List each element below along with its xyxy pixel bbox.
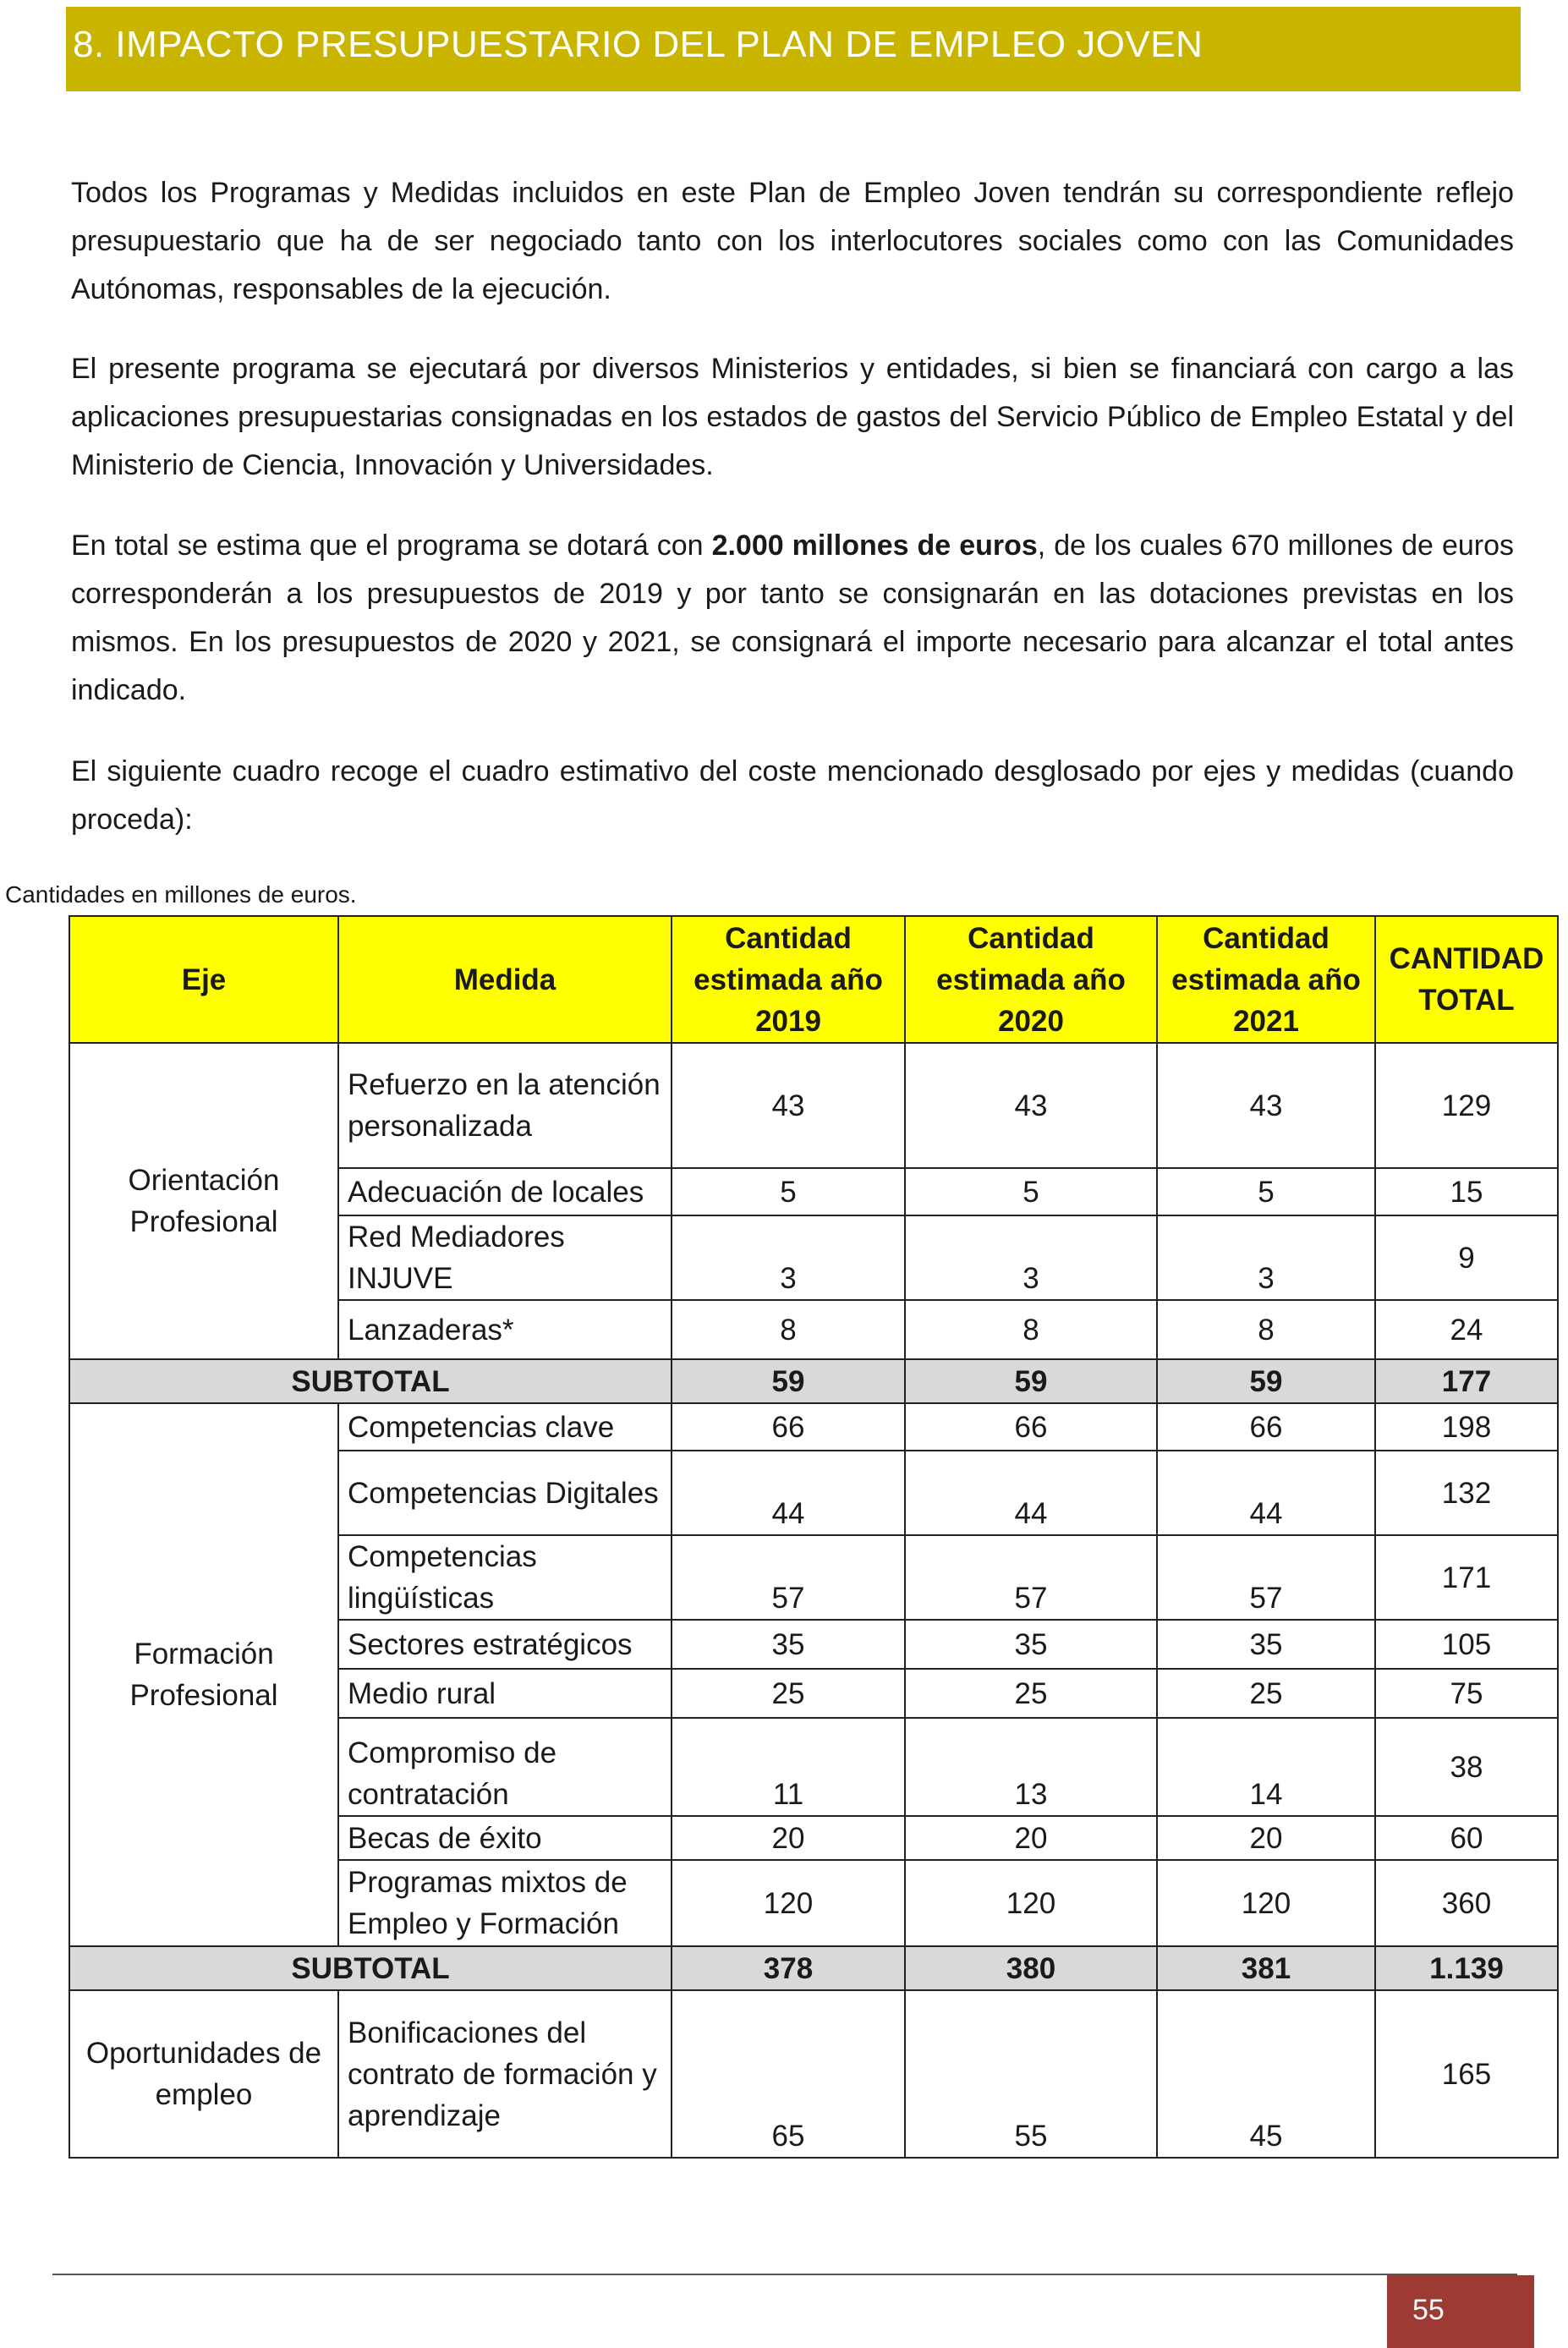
eje-cell: Orientación Profesional [69, 1043, 338, 1359]
value-2019: 3 [672, 1215, 905, 1300]
eje-cell: Formación Profesional [69, 1403, 338, 1946]
paragraph-3-end: , de los cuales 670 millones de euros corresponderán a los presupuestos de 2019 y por tanto se consignarán en las dotaciones previstas en los mismos. En los presupuestos de 2020 y 2021, se consignará el importe necesario para alcanzar el total antes indicado. [71, 529, 1514, 706]
medida-cell: Programas mixtos de Empleo y Formación [338, 1860, 672, 1946]
footer-divider [52, 2274, 1517, 2275]
medida-cell: Adecuación de locales [338, 1168, 672, 1215]
header-2020: Cantidad estimada año 2020 [905, 916, 1157, 1043]
value-total: 15 [1375, 1168, 1558, 1215]
value-2021: 44 [1157, 1451, 1375, 1535]
value-2019: 35 [672, 1620, 905, 1669]
paragraph-4: El siguiente cuadro recoge el cuadro estimativo del coste mencionado desglosado por ejes y medidas (cuando proceda): [71, 755, 1514, 836]
paragraph-2: El presente programa se ejecutará por diversos Ministerios y entidades, si bien se financiará con cargo a las aplicaciones presupuestarias consignadas en los estados de gastos del Servicio Público de Empleo Estatal y del Ministerio de Ciencia, Innovación y Universidades. [71, 353, 1514, 481]
value-2020: 25 [905, 1669, 1157, 1718]
value-total: 129 [1375, 1043, 1558, 1168]
value-total: 24 [1375, 1300, 1558, 1359]
subtotal-label: SUBTOTAL [69, 1946, 672, 1990]
value-2020: 35 [905, 1620, 1157, 1669]
value-2019: 120 [672, 1860, 905, 1946]
section-header-bar [66, 7, 1521, 91]
value-2021: 8 [1157, 1300, 1375, 1359]
medida-cell: Lanzaderas* [338, 1300, 672, 1359]
medida-cell: Competencias Digitales [338, 1451, 672, 1535]
table-header-row [69, 916, 1558, 1043]
page-number: 55 [1412, 2294, 1445, 2326]
table-caption: Cantidades en millones de euros. [5, 881, 357, 908]
value-2021: 5 [1157, 1168, 1375, 1215]
value-total: 360 [1375, 1860, 1558, 1946]
table-row [69, 1990, 1558, 2158]
subtotal-2021: 59 [1157, 1359, 1375, 1403]
subtotal-2019: 59 [672, 1359, 905, 1403]
table-row [69, 1043, 1558, 1168]
value-2021: 35 [1157, 1620, 1375, 1669]
value-total: 165 [1375, 1990, 1558, 2158]
subtotal-2019: 378 [672, 1946, 905, 1990]
value-2020: 120 [905, 1860, 1157, 1946]
header-total: CANTIDAD TOTAL [1375, 916, 1558, 1043]
value-total: 132 [1375, 1451, 1558, 1535]
value-2020: 8 [905, 1300, 1157, 1359]
header-2019: Cantidad estimada año 2019 [672, 916, 905, 1043]
subtotal-row [69, 1946, 1558, 1990]
value-total: 9 [1375, 1215, 1558, 1300]
medida-cell: Bonificaciones del contrato de formación y aprendizaje [338, 1990, 672, 2158]
budget-table [69, 915, 1559, 2159]
value-total: 75 [1375, 1669, 1558, 1718]
value-2020: 43 [905, 1043, 1157, 1168]
header-2021: Cantidad estimada año 2021 [1157, 916, 1375, 1043]
value-2019: 65 [672, 1990, 905, 2158]
value-2021: 43 [1157, 1043, 1375, 1168]
medida-cell: Sectores estratégicos [338, 1620, 672, 1669]
value-total: 60 [1375, 1816, 1558, 1860]
value-2019: 44 [672, 1451, 905, 1535]
value-total: 198 [1375, 1403, 1558, 1451]
paragraph-3 [71, 522, 1514, 715]
value-total: 171 [1375, 1535, 1558, 1620]
paragraph-3-bold-amount: 2.000 millones de euros [711, 529, 1038, 562]
value-2020: 3 [905, 1215, 1157, 1300]
page-number-box [1387, 2275, 1534, 2348]
medida-cell: Competencias lingüísticas [338, 1535, 672, 1620]
value-2019: 57 [672, 1535, 905, 1620]
value-2020: 5 [905, 1168, 1157, 1215]
medida-cell: Red Mediadores INJUVE [338, 1215, 672, 1300]
value-2019: 5 [672, 1168, 905, 1215]
subtotal-label: SUBTOTAL [69, 1359, 672, 1403]
medida-cell: Compromiso de contratación [338, 1718, 672, 1816]
subtotal-total: 177 [1375, 1359, 1558, 1403]
value-2019: 8 [672, 1300, 905, 1359]
header-eje: Eje [69, 916, 338, 1043]
header-medida: Medida [338, 916, 672, 1043]
value-total: 38 [1375, 1718, 1558, 1816]
value-2021: 45 [1157, 1990, 1375, 2158]
paragraph-3-start: En total se estima que el programa se dotará con [71, 529, 712, 562]
value-2019: 11 [672, 1718, 905, 1816]
subtotal-total: 1.139 [1375, 1946, 1558, 1990]
medida-cell: Refuerzo en la atención personalizada [338, 1043, 672, 1168]
value-2020: 13 [905, 1718, 1157, 1816]
medida-cell: Medio rural [338, 1669, 672, 1718]
subtotal-2021: 381 [1157, 1946, 1375, 1990]
value-2020: 44 [905, 1451, 1157, 1535]
medida-cell: Competencias clave [338, 1403, 672, 1451]
table-row [69, 1403, 1558, 1451]
value-2021: 14 [1157, 1718, 1375, 1816]
subtotal-2020: 380 [905, 1946, 1157, 1990]
subtotal-row [69, 1359, 1558, 1403]
section-title: 8. IMPACTO PRESUPUESTARIO DEL PLAN DE EMPLEO JOVEN [73, 24, 1203, 65]
value-2020: 55 [905, 1990, 1157, 2158]
subtotal-2020: 59 [905, 1359, 1157, 1403]
value-2021: 25 [1157, 1669, 1375, 1718]
value-total: 105 [1375, 1620, 1558, 1669]
value-2019: 66 [672, 1403, 905, 1451]
value-2019: 43 [672, 1043, 905, 1168]
value-2021: 20 [1157, 1816, 1375, 1860]
value-2020: 66 [905, 1403, 1157, 1451]
paragraph-1: Todos los Programas y Medidas incluidos en este Plan de Empleo Joven tendrán su correspondiente reflejo presupuestario que ha de ser negociado tanto con los interlocutores sociales como con las Comunidades Autónomas, responsables de la ejecución. [71, 177, 1514, 305]
value-2020: 57 [905, 1535, 1157, 1620]
value-2019: 25 [672, 1669, 905, 1718]
eje-cell: Oportunidades de empleo [69, 1990, 338, 2158]
value-2021: 66 [1157, 1403, 1375, 1451]
medida-cell: Becas de éxito [338, 1816, 672, 1860]
value-2021: 3 [1157, 1215, 1375, 1300]
value-2020: 20 [905, 1816, 1157, 1860]
value-2021: 120 [1157, 1860, 1375, 1946]
value-2019: 20 [672, 1816, 905, 1860]
value-2021: 57 [1157, 1535, 1375, 1620]
